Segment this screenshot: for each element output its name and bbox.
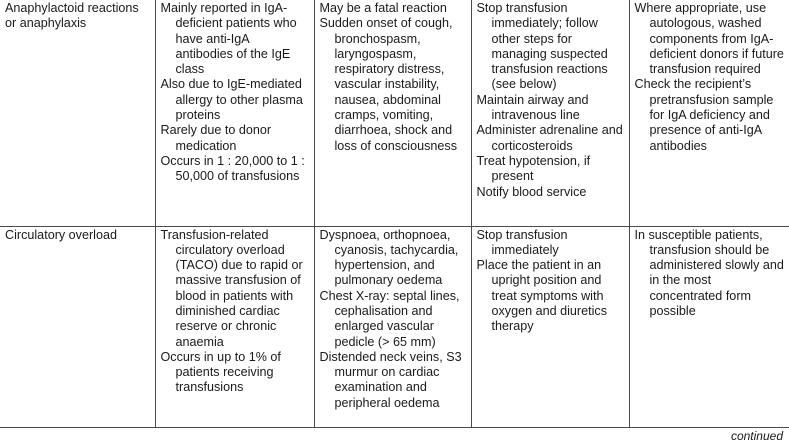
continued-label: continued <box>730 429 783 443</box>
prevention-cell <box>629 0 789 226</box>
cell-entry: Place the patient in an upright position and treat symptoms with oxygen and diuretics therapy <box>476 258 608 334</box>
cell-entry: Sudden onset of cough, bronchospasm, laryngospasm, respiratory distress, vascular instability, nausea, abdominal cramps, vomiting, diarrhoea, shock and loss of consciousness <box>319 16 458 153</box>
cell-entry: Administer adrenaline and corticosteroids <box>476 123 623 153</box>
cell-entry: Mainly reported in IgA-deficient patients who have anti-IgA antibodies of the IgE class <box>160 1 297 77</box>
cell-entry: Anaphylactoid reactions or anaphylaxis <box>5 1 139 31</box>
cell-entry: Maintain airway and intravenous line <box>476 92 589 123</box>
cause-cell <box>155 0 314 226</box>
cell-entry: In susceptible patients, transfusion should be administered slowly and in the most concentrated form possible <box>634 227 784 318</box>
cell-entry: Rarely due to donor medication <box>160 123 272 153</box>
cause-cell <box>155 226 314 427</box>
cell-entry: Check the recipient’s pretransfusion sample for IgA deficiency and presence of anti-IgA antibodies <box>634 77 774 153</box>
prevention-cell <box>629 226 789 427</box>
signs-cell <box>314 226 471 427</box>
cell-entry: Stop transfusion immediately; follow other steps for managing suspected transfusion reactions (see below) <box>476 1 608 92</box>
cell-entry: Chest X-ray: septal lines, cephalisation and enlarged vascular pedicle (> 65 mm) <box>319 288 460 349</box>
reaction-cell <box>0 0 155 226</box>
cell-entry: Also due to IgE-mediated allergy to other plasma proteins <box>160 77 303 123</box>
cell-entry: Stop transfusion immediately <box>476 227 568 257</box>
cell-entry: Occurs in up to 1% of patients receiving transfusions <box>160 349 281 395</box>
management-cell <box>471 226 629 427</box>
reaction-cell <box>0 226 155 427</box>
cell-entry: Transfusion-related circulatory overload (TACO) due to rapid or massive transfusion of blood in patients with diminished cardiac reserve or chronic anaemia <box>160 227 303 349</box>
cell-entry: Dyspnoea, orthopnoea, cyanosis, tachycardia, hypertension, and pulmonary oedema <box>319 227 459 288</box>
table-row <box>0 226 789 427</box>
signs-cell <box>314 0 471 226</box>
cell-entry: Occurs in 1 : 20,000 to 1 : 50,000 of transfusions <box>160 153 305 184</box>
cell-entry: Distended neck veins, S3 murmur on cardiac examination and peripheral oedema <box>319 349 462 410</box>
cell-entry: May be a fatal reaction <box>319 1 447 15</box>
cell-entry: Notify blood service <box>476 184 587 199</box>
cell-entry: Circulatory overload <box>5 227 117 242</box>
cell-entry: Where appropriate, use autologous, washed components from IgA-deficient donors if future transfusion required <box>634 1 784 77</box>
cell-entry: Treat hypotension, if present <box>476 153 591 184</box>
management-cell <box>471 0 629 226</box>
